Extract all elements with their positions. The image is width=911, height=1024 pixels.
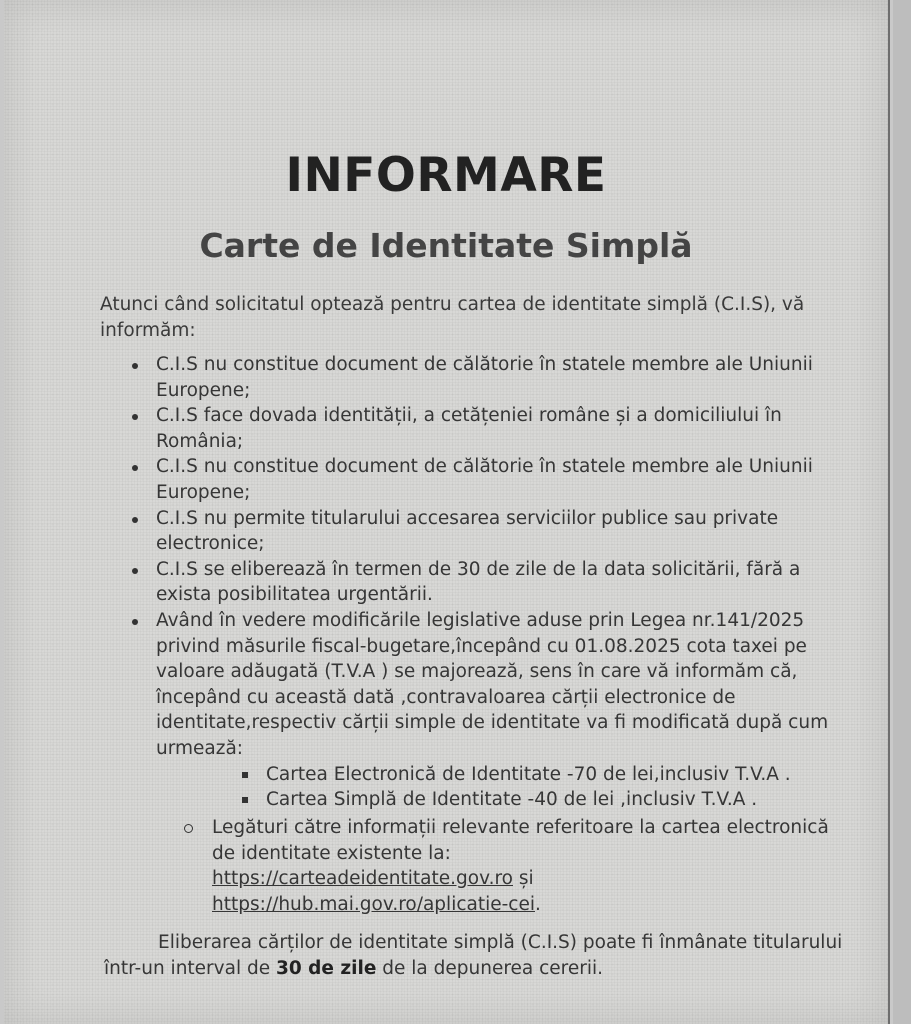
closing-paragraph: [104, 930, 864, 982]
price-item-simple: Cartea Simplă de Identitate -40 de lei ,inclusiv T.V.A .: [266, 787, 846, 813]
bullet-item-6: [156, 608, 846, 813]
price-list: [156, 762, 846, 813]
bullet-item-1: C.I.S nu constitue document de călătorie în statele membre ale Uniunii Europene;: [156, 352, 846, 403]
links-paragraph: [212, 815, 832, 917]
links-intro-text: Legături către informații relevante referitoare la cartea electronică de identitate existente la:: [212, 817, 829, 864]
bullet-item-3: C.I.S nu constitue document de călătorie în statele membre ale Uniunii Europene;: [156, 454, 846, 505]
link-hub-mai[interactable]: https://hub.mai.gov.ro/aplicatie-cei: [212, 893, 535, 915]
document-title: INFORMARE: [285, 148, 607, 203]
bullet-item-4: C.I.S nu permite titularului accesarea serviciilor publice sau private electronice;: [156, 506, 846, 557]
bullet-item-6-text: Având în vedere modificările legislative aduse prin Legea nr.141/2025 privind măsurile fiscal-bugetare,începând cu 01.08.2025 cota taxei pe valoare adăugată (T.V.A ) se majorează, sens în care vă informăm că, începând cu această dată ,contravaloarea cărții electronice de identitate,respectiv cărții simple de identitate va fi modificată după cum urmează:: [156, 609, 829, 759]
price-item-electronic: Cartea Electronică de Identitate -70 de lei,inclusiv T.V.A .: [266, 762, 846, 788]
intro-paragraph: Atunci când solicitatul optează pentru cartea de identitate simplă (C.I.S), vă informăm:: [100, 294, 805, 341]
closing-bold-duration: 30 de zile: [275, 958, 377, 979]
links-joiner-text: și: [513, 868, 534, 890]
bullet-item-2: C.I.S face dovada identității, a cetățeniei române și a domiciliului în România;: [156, 403, 846, 454]
document-subtitle: Carte de Identitate Simplă: [199, 226, 693, 265]
document-page: [4, 0, 890, 1024]
info-bullet-list: [156, 352, 846, 813]
links-end-text: .: [534, 893, 541, 915]
closing-text-before: Eliberarea cărților de identitate simplă (C.I.S) poate fi înmânate titularului într-un interval de: [104, 932, 843, 979]
page-edge-background: [893, 0, 911, 1024]
circle-bullet-icon: [184, 824, 193, 833]
bullet-item-5: C.I.S se eliberează în termen de 30 de zile de la data solicitării, fără a exista posibilitatea urgentării.: [156, 557, 846, 608]
link-carteadeidentitate[interactable]: https://carteadeidentitate.gov.ro: [212, 868, 513, 890]
closing-text-after: de la depunerea cererii.: [376, 958, 604, 979]
